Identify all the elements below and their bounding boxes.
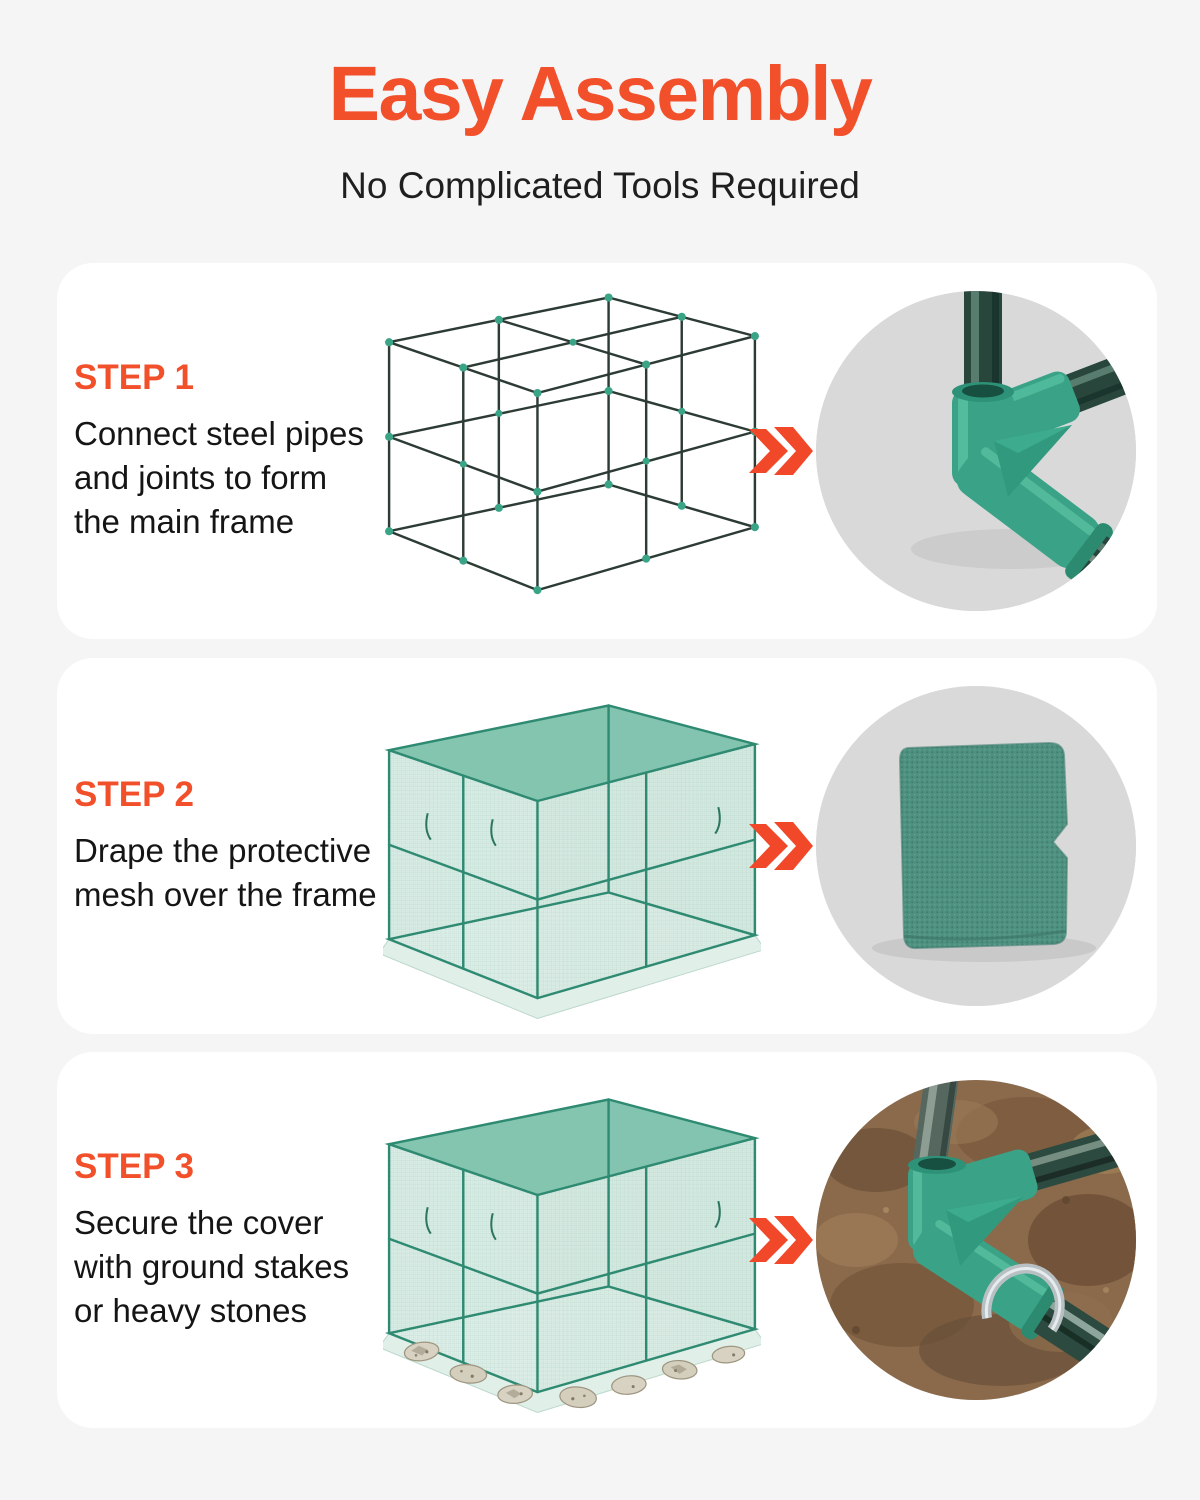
step-3-text [74, 1147, 392, 1333]
mesh-fabric-closeup [816, 686, 1136, 1006]
step-3-line-2: with ground stakes [74, 1248, 350, 1286]
step-2-description [74, 829, 392, 917]
steel-frame-wireframe-image [383, 287, 761, 622]
step-1-text [74, 358, 392, 544]
step-1-line-1: Connect steel pipes [74, 415, 364, 453]
step-3-line-1: Secure the cover [74, 1204, 324, 1242]
step-2-detail-image [816, 686, 1136, 1006]
step-2-label: STEP 2 [74, 775, 194, 815]
frame-joint-dots [385, 293, 759, 594]
page-subtitle: No Complicated Tools Required [340, 165, 860, 206]
step-3-label: STEP 3 [74, 1147, 194, 1187]
step-1-label: STEP 1 [74, 358, 194, 398]
step-2-line-1: Drape the protective [74, 832, 372, 870]
step-3-description [74, 1201, 392, 1333]
step-2-line-2: mesh over the frame [74, 876, 377, 913]
step-2-card [57, 658, 1157, 1034]
corner-joint-closeup [816, 291, 1136, 611]
step-1-card [57, 263, 1157, 639]
mesh-covered-frame-image [383, 695, 761, 1030]
step-2-text [74, 775, 392, 917]
page-title: Easy Assembly [328, 51, 872, 137]
double-chevron-right-icon [749, 1216, 813, 1264]
step-3-line-3: or heavy stones [74, 1291, 307, 1329]
step-3-card [57, 1052, 1157, 1428]
step-1-detail-image [816, 291, 1136, 611]
step-1-description [74, 412, 392, 544]
ground-stake-in-soil-closeup [816, 1080, 1136, 1400]
double-chevron-right-icon [749, 822, 813, 870]
double-chevron-right-icon [749, 427, 813, 475]
step-3-detail-image [816, 1080, 1136, 1400]
step-1-line-3: the main frame [74, 502, 295, 540]
mesh-covered-frame-with-stones-image [383, 1089, 761, 1424]
step-1-line-2: and joints to form [74, 459, 328, 497]
